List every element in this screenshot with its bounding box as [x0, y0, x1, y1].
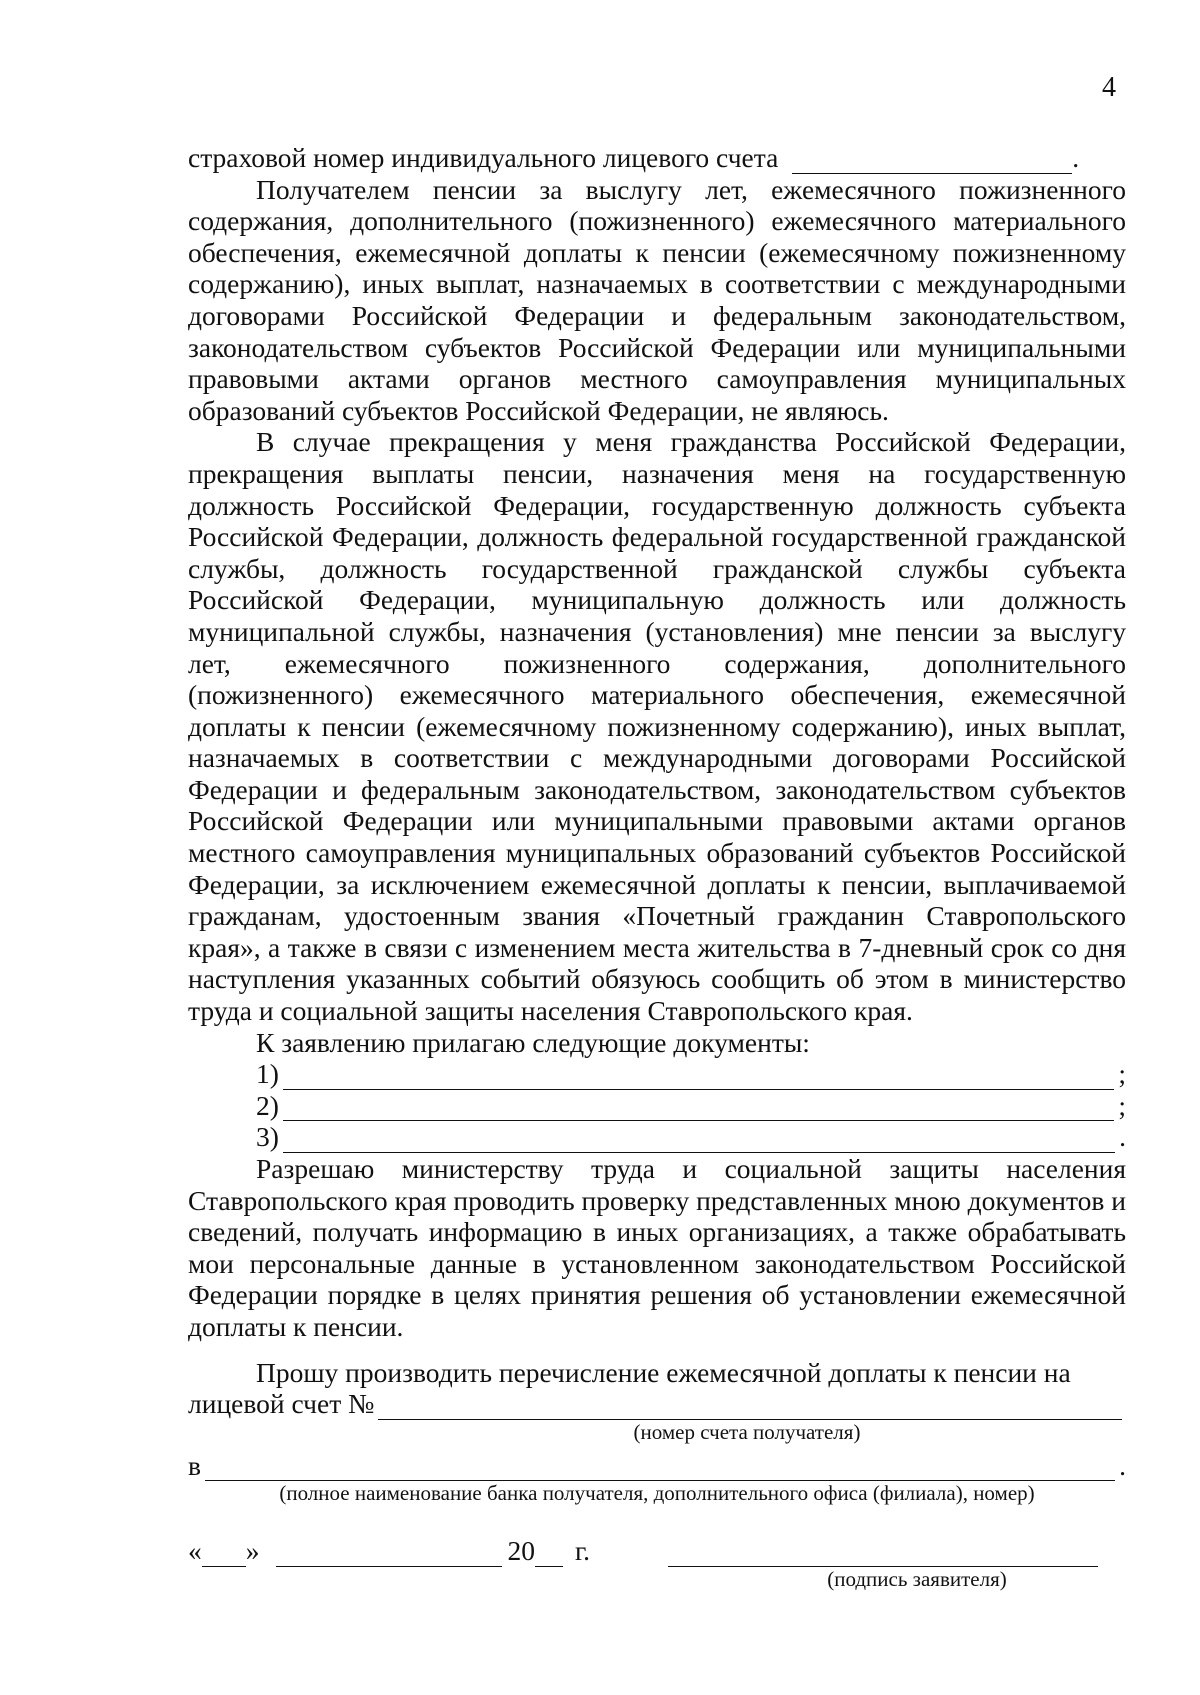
account-row	[188, 1388, 1126, 1420]
attachment-field-1[interactable]	[283, 1065, 1114, 1090]
insurance-number-field[interactable]	[792, 149, 1072, 174]
paragraph-not-recipient: Получателем пенсии за выслугу лет, ежемесячного пожизненного содержания, дополнительного (пожизненного) ежемесячного материального обеспечения, ежемесячной доплаты к пенсии (ежемесячному пожизненному содержанию), иных выплат, назначаемых в соответствии с международными договорами Российской Федерации и федеральным законодательством, законодательством субъектов Российской Федерации или муниципальными правовыми актами органов местного самоуправления муниципальных образований субъектов Российской Федерации, не являюсь.	[188, 173, 1126, 426]
date-close-quote: »	[245, 1535, 260, 1567]
attachment-field-2[interactable]	[283, 1096, 1114, 1121]
paragraph-transfer-request: Прошу производить перечисление ежемесячной доплаты к пенсии на	[256, 1356, 1071, 1388]
attachment-end: ;	[1118, 1089, 1126, 1121]
bank-prefix: в	[188, 1449, 201, 1481]
document-body	[188, 142, 1126, 1591]
attachment-field-3[interactable]	[283, 1128, 1115, 1153]
date-month-field[interactable]	[276, 1542, 502, 1567]
attachment-number: 2)	[256, 1089, 279, 1121]
attachment-number: 1)	[256, 1058, 279, 1090]
signature-caption: (подпись заявителя)	[827, 1566, 1007, 1591]
attachment-end: .	[1119, 1121, 1126, 1153]
bank-row	[188, 1450, 1126, 1482]
year-prefix: 20	[507, 1535, 535, 1567]
account-caption: (номер счета получателя)	[633, 1419, 861, 1444]
attachment-end: ;	[1118, 1058, 1126, 1090]
signature-field[interactable]	[668, 1542, 1098, 1567]
year-field[interactable]	[535, 1542, 563, 1567]
page-number: 4	[1102, 72, 1116, 103]
attachment-row-2	[188, 1090, 1126, 1122]
paragraph-consent: Разрешаю министерству труда и социальной защиты населения Ставропольского края проводить проверку представленных мною документов и сведений, получать информацию в иных организациях, а также обрабатывать мои персональные данные в установленном законодательством Российской Федерации порядке в целях принятия решения об установлении ежемесячной доплаты к пенсии.	[188, 1153, 1126, 1342]
attachment-number: 3)	[256, 1121, 279, 1153]
account-label: лицевой счет №	[188, 1388, 375, 1420]
insurance-number-end: .	[1072, 142, 1080, 173]
bank-caption: (полное наименование банка получателя, дополнительного офиса (филиала), номер)	[279, 1481, 1035, 1506]
date-signature-row	[188, 1535, 1126, 1567]
bank-name-field[interactable]	[205, 1456, 1115, 1481]
date-open-quote: «	[188, 1535, 202, 1567]
paragraph-obligation: В случае прекращения у меня гражданства Российской Федерации, прекращения выплаты пенсии, назначения меня на государственную должность Российской Федерации, государственную должность субъекта Российской Федерации, должность федеральной государственной гражданской службы, должность государственной гражданской службы субъекта Российской Федерации, муниципальную должность или должность муниципальной службы, назначения (установления) мне пенсии за выслугу лет, ежемесячного пожизненного содержания, дополнительного (пожизненного) ежемесячного материального обеспечения, ежемесячной доплаты к пенсии (ежемесячному пожизненному содержанию), иных выплат, назначаемых в соответствии с международными договорами Российской Федерации и федеральным законодательством, законодательством субъектов Российской Федерации или муниципальными правовыми актами органов местного самоуправления муниципальных образований субъектов Российской Федерации, за исключением ежемесячной доплаты к пенсии, выплачиваемой гражданам, удостоенным звания «Почетный гражданин Ставропольского края», а также в связи с изменением места жительства в 7-дневный срок со дня наступления указанных событий обязуюсь сообщить об этом в министерство труда и социальной защиты населения Ставропольского края.	[188, 426, 1126, 1027]
insurance-number-row	[188, 142, 1126, 174]
account-number-field[interactable]	[378, 1395, 1122, 1420]
date-day-field[interactable]	[202, 1542, 246, 1567]
year-suffix: г.	[575, 1535, 591, 1567]
attachments-intro: К заявлению прилагаю следующие документы:	[256, 1026, 810, 1058]
attachment-row-3	[188, 1121, 1126, 1153]
attachment-row-1	[188, 1058, 1126, 1090]
bank-end: .	[1119, 1449, 1126, 1481]
insurance-number-label: страховой номер индивидуального лицевого счета	[188, 142, 779, 173]
